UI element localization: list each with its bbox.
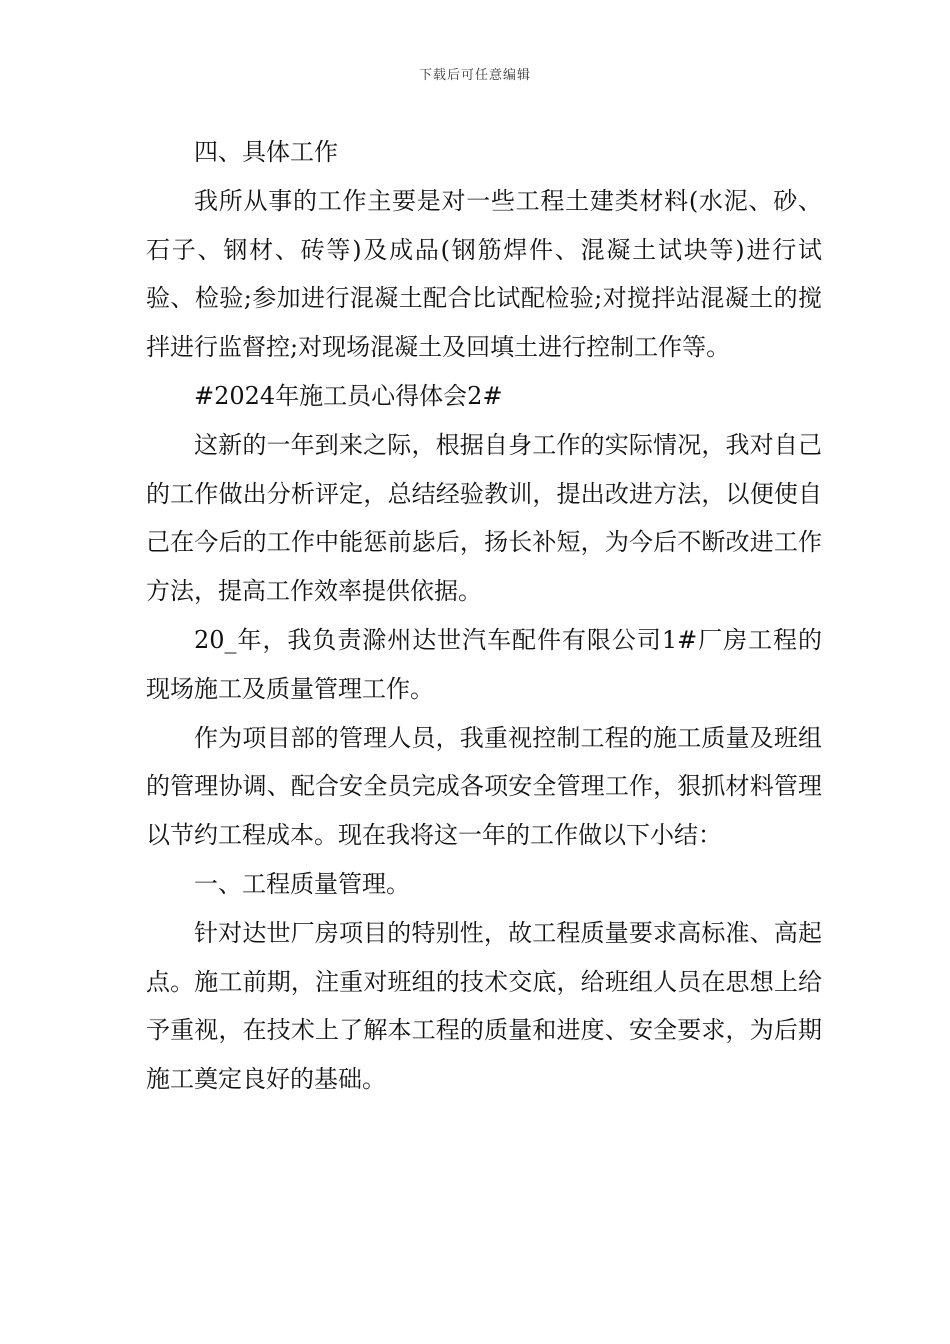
paragraph-project-responsibility: 20_年，我负责滁州达世汽车配件有限公司1#厂房工程的现场施工及质量管理工作。 xyxy=(146,625,822,703)
section-heading-quality-management: 一、工程质量管理。 xyxy=(194,869,410,898)
paragraph-introduction: 这新的一年到来之际，根据自身工作的实际情况，我对自己的工作做出分析评定，总结经验教训，提出改进方法，以便使自己在今后的工作中能惩前毖后，扬长补短，为今后不断改进工作方法，提高工作效率提供依据。 xyxy=(146,430,822,606)
article-title: #2024年施工员心得体会2# xyxy=(194,381,503,410)
paragraph-quality-details: 针对达世厂房项目的特别性，故工程质量要求高标准、高起点。施工前期，注重对班组的技术交底，给班组人员在思想上给予重视，在技术上了解本工程的质量和进度、安全要求，为后期施工奠定良好的基础。 xyxy=(146,918,822,1094)
section-heading-specific-work: 四、具体工作 xyxy=(194,138,338,166)
paragraph-work-description: 我所从事的工作主要是对一些工程土建类材料(水泥、砂、石子、钢材、砖等)及成品(钢筋焊件、混凝土试块等)进行试验、检验;参加进行混凝土配合比试配检验;对搅拌站混凝土的搅拌进行监督控;对现场混凝土及回填土进行控制工作等。 xyxy=(146,186,822,362)
page-header-note: 下载后可任意编辑 xyxy=(418,68,531,83)
paragraph-management-summary: 作为项目部的管理人员，我重视控制工程的施工质量及班组的管理协调、配合安全员完成各项安全管理工作，狠抓材料管理以节约工程成本。现在我将这一年的工作做以下小结： xyxy=(146,723,822,850)
document-body xyxy=(146,128,822,1104)
